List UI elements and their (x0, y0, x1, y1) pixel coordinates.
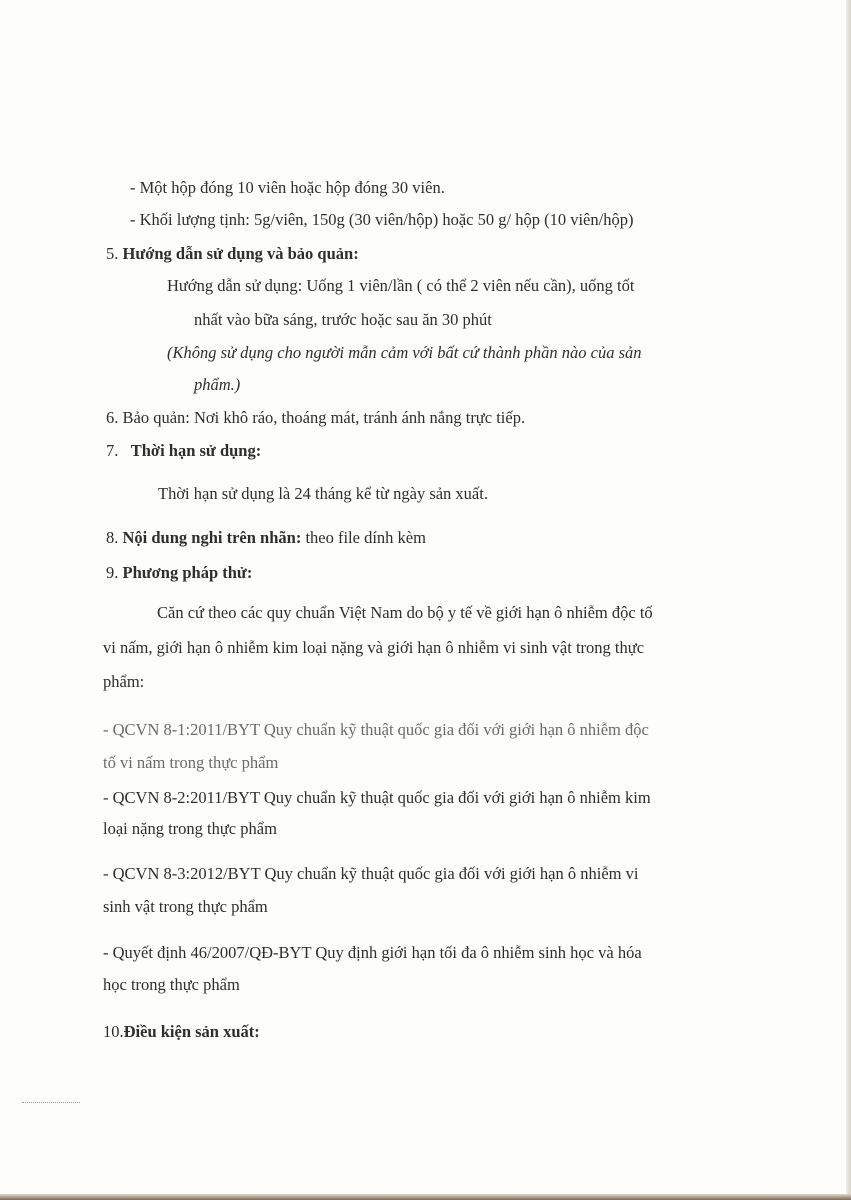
usage-instructions-line: Hướng dẫn sử dụng: Uống 1 viên/lần ( có thể 2 viên nếu cần), uống tốt (167, 276, 635, 295)
test-method-paragraph-line: Căn cứ theo các quy chuẩn Việt Nam do bộ y tế về giới hạn ô nhiễm độc tố (157, 603, 653, 622)
section-5-heading (106, 244, 359, 264)
regulation-item: - QCVN 8-1:2011/BYT Quy chuẩn kỹ thuật quốc gia đối với giới hạn ô nhiễm độc (103, 720, 649, 739)
section-7-heading (106, 441, 261, 461)
regulation-item: tố vi nấm trong thực phẩm (103, 753, 279, 772)
regulation-item: - Quyết định 46/2007/QĐ-BYT Quy định giới hạn tối đa ô nhiễm sinh học và hóa (103, 943, 642, 962)
stray-mark (22, 1102, 80, 1104)
section-6-storage: 6. Bảo quản: Nơi khô ráo, thoáng mát, tránh ánh nắng trực tiếp. (106, 408, 526, 427)
warning-note-line: phẩm.) (194, 375, 241, 394)
paper-edge-right (846, 0, 851, 1200)
section-title: Thời hạn sử dụng: (130, 441, 262, 460)
warning-note-line: (Không sử dụng cho người mẫn cảm với bất cứ thành phần nào của sản (167, 343, 642, 362)
regulation-item: - QCVN 8-2:2011/BYT Quy chuẩn kỹ thuật quốc gia đối với giới hạn ô nhiễm kim (103, 788, 651, 807)
regulation-item: - QCVN 8-3:2012/BYT Quy chuẩn kỹ thuật quốc gia đối với giới hạn ô nhiễm vi (103, 864, 639, 883)
section-title: Điều kiện sản xuất: (123, 1022, 260, 1041)
section-number: 10. (103, 1022, 124, 1041)
regulation-item: học trong thực phẩm (103, 975, 240, 994)
section-number: 7. (106, 441, 119, 460)
test-method-paragraph-line: vi nấm, giới hạn ô nhiễm kim loại nặng và giới hạn ô nhiễm vi sinh vật trong thực (103, 638, 645, 657)
section-9-heading (106, 563, 252, 583)
package-line: - Một hộp đóng 10 viên hoặc hộp đóng 30 viên. (130, 178, 445, 197)
regulation-item: sinh vật trong thực phẩm (103, 897, 268, 916)
section-number: 5. (106, 244, 119, 263)
test-method-paragraph-line: phẩm: (103, 672, 145, 691)
section-title: Hướng dẫn sử dụng và bảo quản: (122, 244, 359, 263)
section-10-heading (103, 1022, 260, 1042)
section-number: 9. (106, 563, 119, 582)
net-weight-line: - Khối lượng tịnh: 5g/viên, 150g (30 viên/hộp) hoặc 50 g/ hộp (10 viên/hộp) (130, 210, 634, 229)
section-number: 8. (106, 528, 119, 547)
section-text: theo file dính kèm (305, 528, 426, 547)
shelf-life-text: Thời hạn sử dụng là 24 tháng kể từ ngày sản xuất. (158, 484, 488, 503)
paper-edge-bottom (0, 1194, 851, 1200)
section-title: Nội dung nghi trên nhãn: (122, 528, 302, 547)
usage-instructions-line: nhất vào bữa sáng, trước hoặc sau ăn 30 phút (194, 310, 492, 329)
regulation-item: loại nặng trong thực phẩm (103, 819, 277, 838)
section-8-heading (106, 528, 426, 548)
section-title: Phương pháp thử: (122, 563, 253, 582)
